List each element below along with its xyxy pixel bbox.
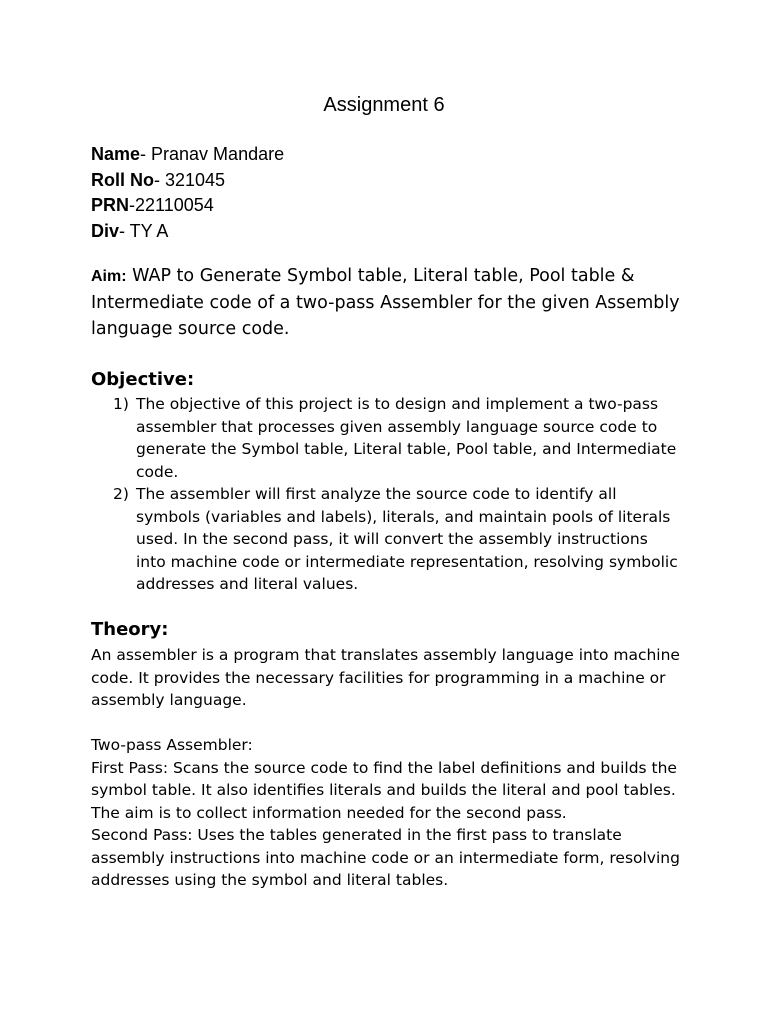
two-pass-title: Two-pass Assembler: [91,736,253,754]
first-pass-text: First Pass: Scans the source code to find the label definitions and builds the symbol table. It also identifies literals and builds the literal and pool tables. The aim is to collect information needed for the second pass. [91,758,677,822]
objective-item-number: 1) [113,395,129,413]
objective-item [91,393,681,483]
aim-label: Aim [91,268,122,285]
theory-body [91,644,691,892]
info-label: Roll No [91,169,154,190]
second-pass-text: Second Pass: Uses the tables generated in the first pass to translate assembly instructions into machine code or an intermediate form, resolving addresses using the symbol and literal tables. [91,826,680,889]
aim-separator: : [121,268,127,285]
objective-item-text: The assembler will first analyze the source code to identify all symbols (variables and labels), literals, and maintain pools of literals used. In the second pass, it will convert the assembly instructions into machine code or intermediate representation, resolving symbolic addresses and literal values. [136,485,678,593]
info-value: - TY A [119,220,169,241]
objective-heading: Objective: [91,369,195,390]
theory-intro: An assembler is a program that translates assembly language into machine code. It provides the necessary facilities for programming in a machine or assembly language. [91,646,680,709]
info-label: Name [91,144,141,164]
info-row-roll-no [91,168,284,194]
info-value: - Pranav Mandare [140,144,285,164]
info-value: - 321045 [154,169,226,190]
info-row-prn [91,193,284,219]
objective-item-text: The objective of this project is to design and implement a two-pass assembler that processes given assembly language source code to generate the Symbol table, Literal table, Pool table, and Intermediate code. [136,395,677,481]
aim-statement [91,263,691,342]
objective-list [91,393,681,596]
objective-item [91,483,681,596]
info-label: Div [91,220,120,241]
aim-text: WAP to Generate Symbol table, Literal table, Pool table & Intermediate code of a two-pass Assembler for the given Assembly language source code. [91,266,680,339]
objective-item-number: 2) [113,485,129,503]
document-title: Assignment 6 [323,94,445,116]
student-info [91,142,284,244]
info-row-name [91,142,284,168]
info-row-div [91,219,284,245]
theory-heading: Theory: [91,619,169,640]
paragraph-spacer [91,712,691,735]
info-label: PRN [91,195,130,215]
info-value: -22110054 [129,195,214,215]
